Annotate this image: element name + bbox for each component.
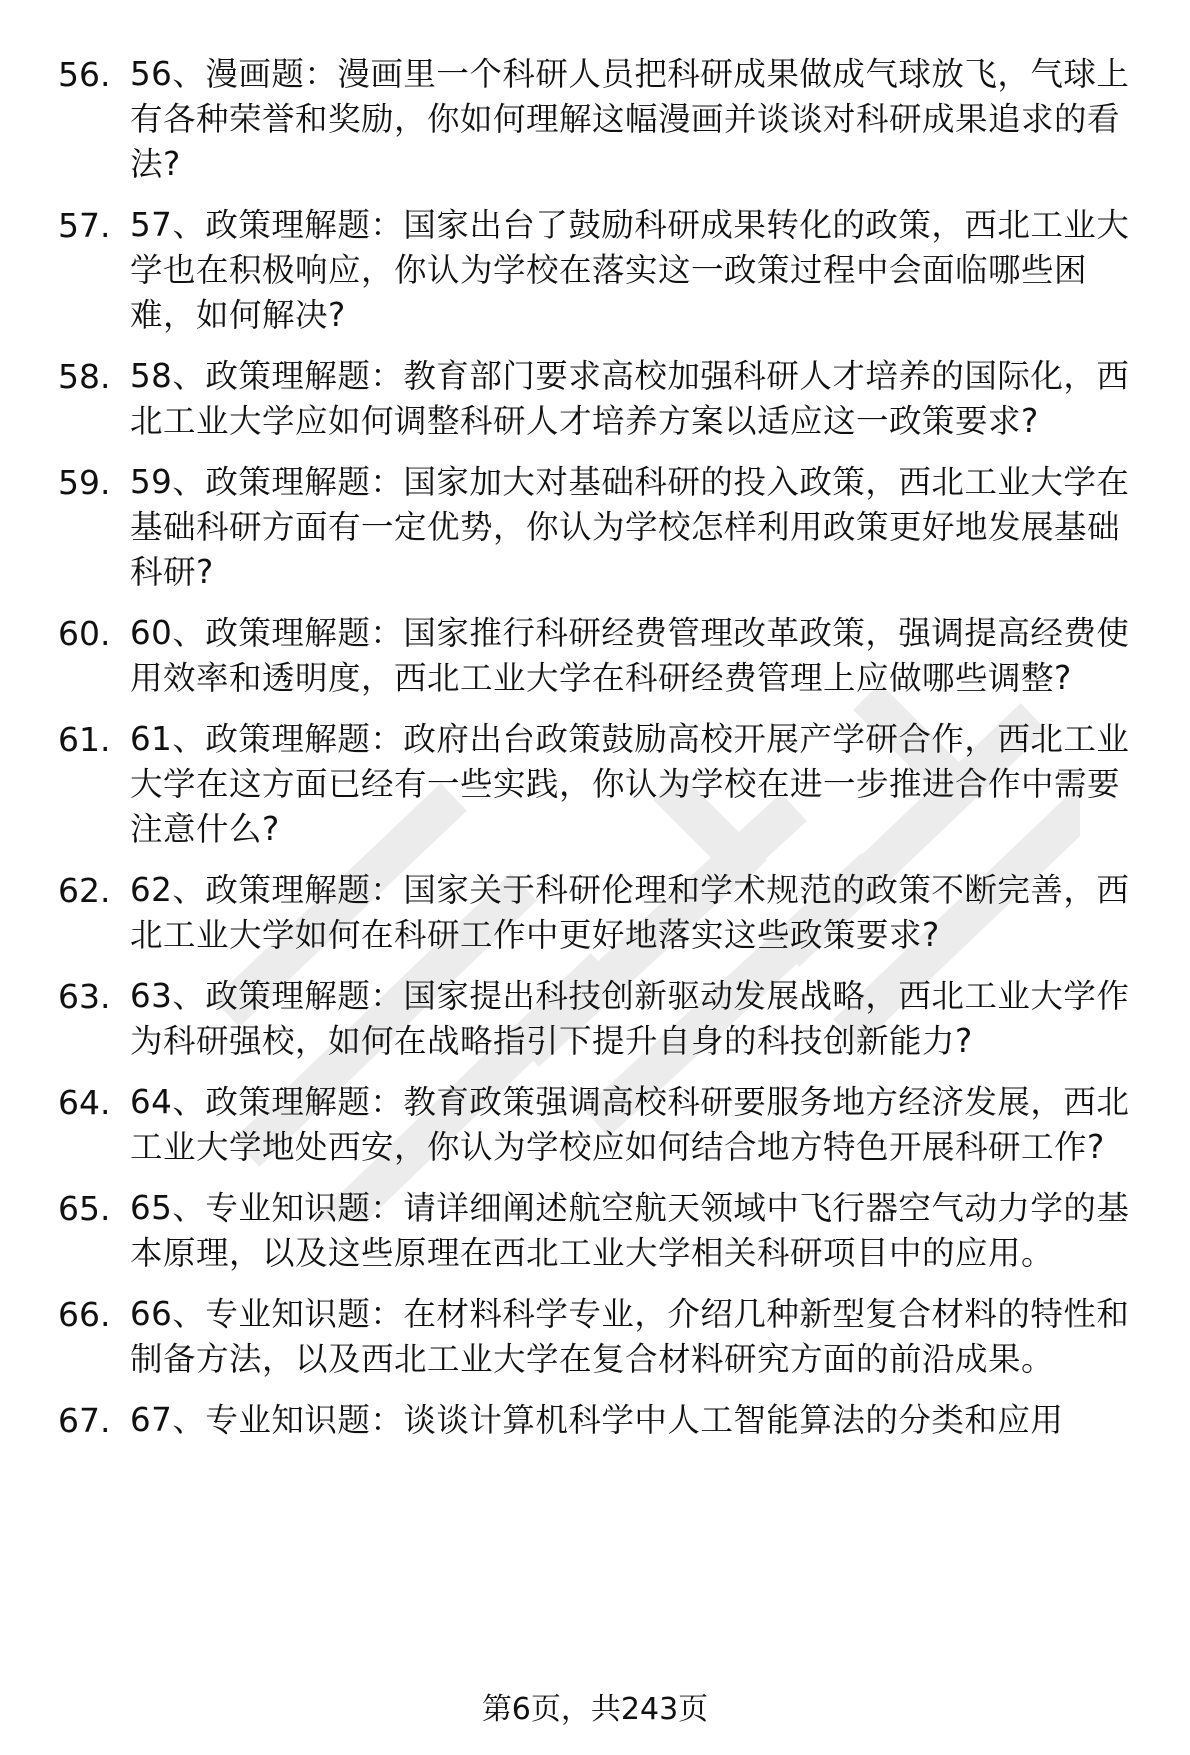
question-number: 61. (58, 720, 111, 759)
question-number: 63. (58, 977, 111, 1016)
question-text: 67、专业知识题：谈谈计算机科学中人工智能算法的分类和应用 (130, 1401, 1064, 1439)
page-number-label: 第6页，共243页 (481, 1692, 709, 1727)
question-item (58, 1186, 1148, 1276)
question-item (58, 52, 1148, 187)
question-text: 57、政策理解题：国家出台了鼓励科研成果转化的政策，西北工业大学也在积极响应，你认为学校在落实这一政策过程中会面临哪些困难，如何解决? (130, 206, 1130, 334)
question-item (58, 354, 1148, 444)
page-footer (0, 1690, 1190, 1730)
question-number: 58. (58, 357, 111, 396)
question-number: 60. (58, 614, 111, 653)
question-number: 59. (58, 463, 111, 502)
question-number: 62. (58, 871, 111, 910)
question-text: 58、政策理解题：教育部门要求高校加强科研人才培养的国际化，西北工业大学应如何调整科研人才培养方案以适应这一政策要求? (130, 357, 1130, 440)
question-text: 56、漫画题：漫画里一个科研人员把科研成果做成气球放飞，气球上有各种荣誉和奖励，你如何理解这幅漫画并谈谈对科研成果追求的看法? (130, 55, 1130, 183)
question-item (58, 868, 1148, 958)
question-number: 56. (58, 55, 111, 94)
question-item (58, 203, 1148, 338)
question-item (58, 717, 1148, 852)
question-text: 59、政策理解题：国家加大对基础科研的投入政策，西北工业大学在基础科研方面有一定优势，你认为学校怎样利用政策更好地发展基础科研? (130, 463, 1130, 591)
question-text: 64、政策理解题：教育政策强调高校科研要服务地方经济发展，西北工业大学地处西安，你认为学校应如何结合地方特色开展科研工作? (130, 1083, 1130, 1166)
question-item (58, 974, 1148, 1064)
question-text: 65、专业知识题：请详细阐述航空航天领域中飞行器空气动力学的基本原理，以及这些原理在西北工业大学相关科研项目中的应用。 (130, 1189, 1130, 1272)
question-number: 64. (58, 1083, 111, 1122)
question-item (58, 460, 1148, 595)
question-text: 61、政策理解题：政府出台政策鼓励高校开展产学研合作，西北工业大学在这方面已经有一些实践，你认为学校在进一步推进合作中需要注意什么? (130, 720, 1130, 848)
question-number: 67. (58, 1401, 111, 1440)
question-item (58, 1292, 1148, 1382)
question-text: 62、政策理解题：国家关于科研伦理和学术规范的政策不断完善，西北工业大学如何在科研工作中更好地落实这些政策要求? (130, 871, 1130, 954)
question-number: 66. (58, 1295, 111, 1334)
question-text: 66、专业知识题：在材料科学专业，介绍几种新型复合材料的特性和制备方法，以及西北工业大学在复合材料研究方面的前沿成果。 (130, 1295, 1130, 1378)
question-item (58, 611, 1148, 701)
question-number: 65. (58, 1189, 111, 1228)
question-list (58, 52, 1148, 1459)
question-item (58, 1398, 1148, 1443)
question-item (58, 1080, 1148, 1170)
question-text: 60、政策理解题：国家推行科研经费管理改革政策，强调提高经费使用效率和透明度，西北工业大学在科研经费管理上应做哪些调整? (130, 614, 1130, 697)
question-number: 57. (58, 206, 111, 245)
question-text: 63、政策理解题：国家提出科技创新驱动发展战略，西北工业大学作为科研强校，如何在战略指引下提升自身的科技创新能力? (130, 977, 1130, 1060)
